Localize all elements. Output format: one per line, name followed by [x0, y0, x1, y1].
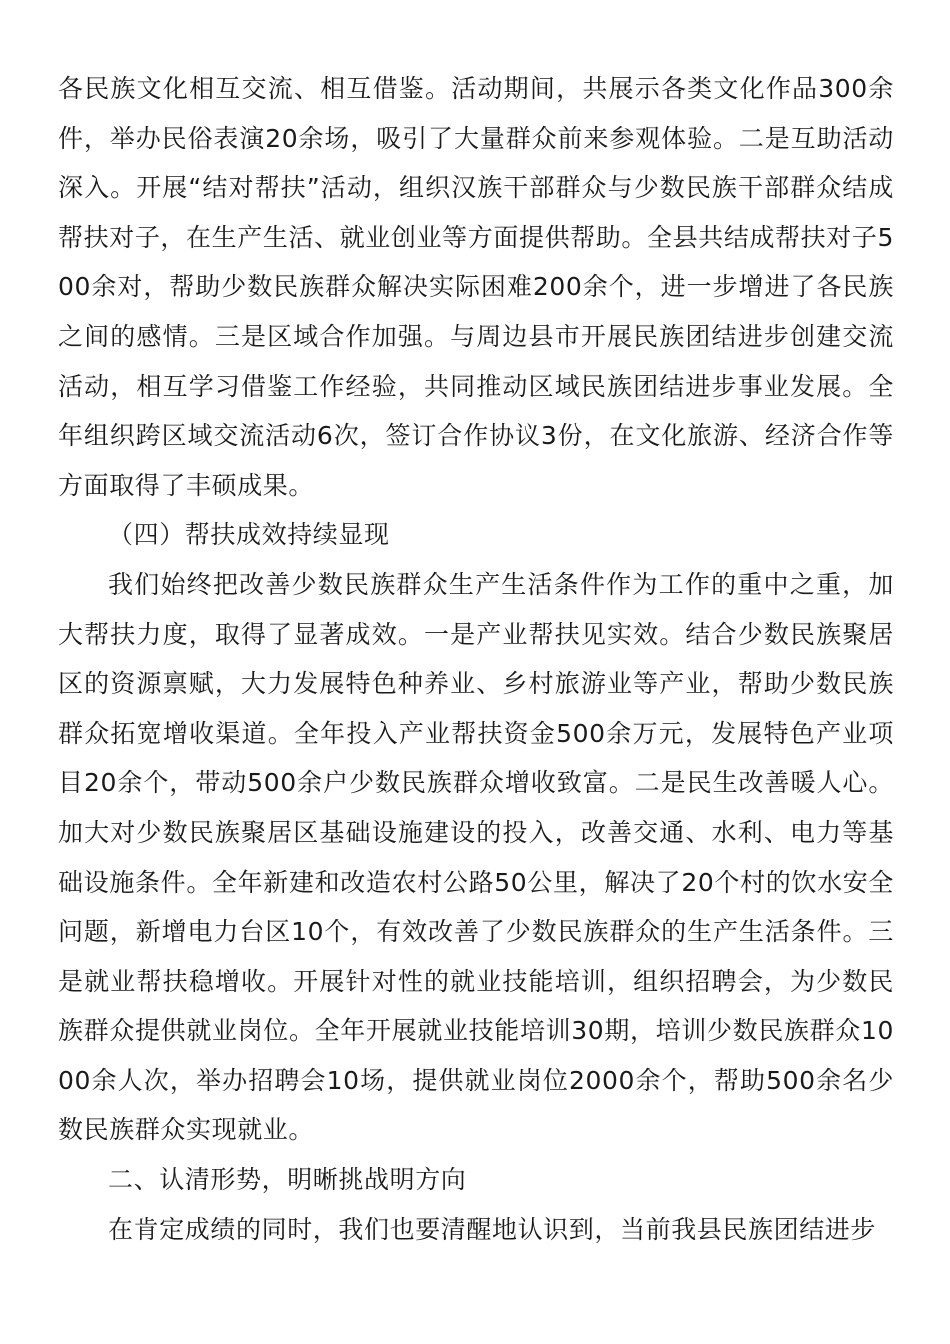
- section-heading-4: （四）帮扶成效持续显现: [108, 520, 390, 550]
- section-heading-2: 二、认清形势，明晰挑战明方向: [108, 1165, 467, 1195]
- document-body: [58, 64, 894, 1254]
- paragraph-situation: 在肯定成绩的同时，我们也要清醒地认识到，当前我县民族团结进步: [108, 1214, 877, 1244]
- paragraph-cultural-exchange: 各民族文化相互交流、相互借鉴。活动期间，共展示各类文化作品300余件，举办民俗表演20余场，吸引了大量群众前来参观体验。二是互助活动深入。开展“结对帮扶”活动，组织汉族干部群众与少数民族干部群众结成帮扶对子，在生产生活、就业创业等方面提供帮助。全县共结成帮扶对子500余对，帮助少数民族群众解决实际困难200余个，进一步增进了各民族之间的感情。三是区域合作加强。与周边县市开展民族团结进步创建交流活动，相互学习借鉴工作经验，共同推动区域民族团结进步事业发展。全年组织跨区域交流活动6次，签订合作协议3份，在文化旅游、经济合作等方面取得了丰硕成果。: [58, 74, 894, 500]
- paragraph-assistance-results: 我们始终把改善少数民族群众生产生活条件作为工作的重中之重，加大帮扶力度，取得了显著成效。一是产业帮扶见实效。结合少数民族聚居区的资源禀赋，大力发展特色种养业、乡村旅游业等产业，帮助少数民族群众拓宽增收渠道。全年投入产业帮扶资金500余万元，发展特色产业项目20余个，带动500余户少数民族群众增收致富。二是民生改善暖人心。加大对少数民族聚居区基础设施建设的投入，改善交通、水利、电力等基础设施条件。全年新建和改造农村公路50公里，解决了20个村的饮水安全问题，新增电力台区10个，有效改善了少数民族群众的生产生活条件。三是就业帮扶稳增收。开展针对性的就业技能培训，组织招聘会，为少数民族群众提供就业岗位。全年开展就业技能培训30期，培训少数民族群众1000余人次，举办招聘会10场，提供就业岗位2000余个，帮助500余名少数民族群众实现就业。: [58, 569, 894, 1145]
